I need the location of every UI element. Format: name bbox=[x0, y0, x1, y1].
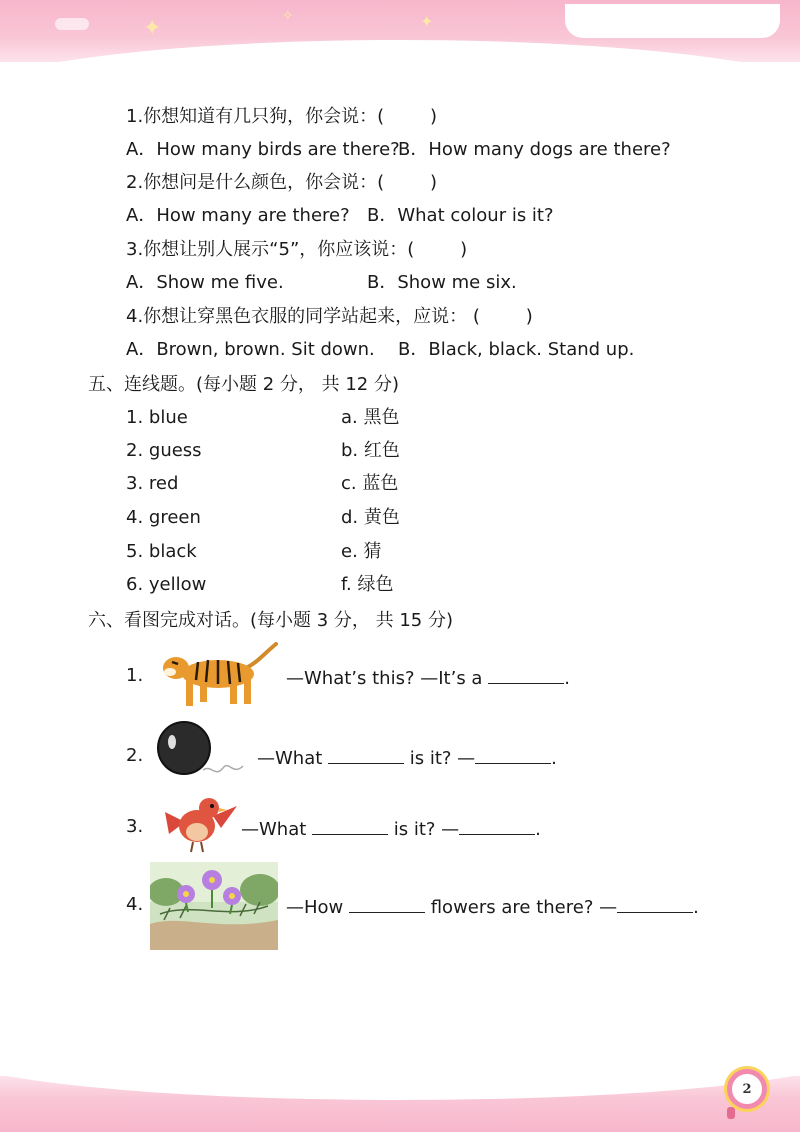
q2-option-b: B．What colour is it? bbox=[367, 205, 554, 226]
dialogue-text: . bbox=[551, 748, 557, 769]
q2-option-a: A．How many are there? bbox=[126, 205, 350, 226]
dialogue-number: 4. bbox=[126, 894, 144, 915]
dialogue-text: . bbox=[564, 668, 570, 689]
dialogue-text: is it? — bbox=[404, 748, 476, 769]
page-number: 2 bbox=[727, 1069, 767, 1109]
flowers-image bbox=[150, 862, 278, 950]
match-right-item: c. 蓝色 bbox=[341, 473, 399, 494]
answer-blank[interactable] bbox=[459, 816, 535, 835]
dialogue-number: 2. bbox=[126, 745, 144, 766]
red-bird-image bbox=[155, 792, 239, 856]
question-2: 2.你想问是什么颜色，你会说：( ) bbox=[126, 172, 437, 193]
answer-blank[interactable] bbox=[475, 745, 551, 764]
match-right-item: a. 黑色 bbox=[341, 407, 400, 428]
q3-option-a: A．Show me five. bbox=[126, 272, 284, 293]
match-left-item: 6. yellow bbox=[126, 574, 207, 595]
match-left-item: 1. blue bbox=[126, 407, 188, 428]
match-left-item: 5. black bbox=[126, 541, 197, 562]
dialogue-title: 六、看图完成对话。(每小题 3 分， 共 15 分) bbox=[88, 610, 454, 631]
q1-option-b: B．How many dogs are there? bbox=[398, 139, 671, 160]
match-left-item: 3. red bbox=[126, 473, 179, 494]
match-left-item: 4. green bbox=[126, 507, 201, 528]
star-decoration: ✦ bbox=[143, 16, 162, 41]
dialogue-1-line bbox=[286, 665, 570, 690]
answer-blank[interactable] bbox=[312, 816, 388, 835]
q4-option-b: B．Black, black. Stand up. bbox=[398, 339, 635, 360]
black-ball-image bbox=[155, 720, 255, 784]
q3-option-b: B．Show me six. bbox=[367, 272, 517, 293]
question-3: 3.你想让别人展示“5”，你应该说：( ) bbox=[126, 239, 468, 260]
answer-blank[interactable] bbox=[328, 745, 404, 764]
tiger-image bbox=[158, 640, 284, 712]
star-decoration: ✦ bbox=[420, 12, 434, 31]
answer-blank[interactable] bbox=[617, 894, 693, 913]
q1-option-a: A．How many birds are there? bbox=[126, 139, 400, 160]
dialogue-4-line bbox=[286, 894, 699, 919]
dialogue-3-line bbox=[241, 816, 541, 841]
header-cloud-shape bbox=[565, 4, 780, 38]
answer-blank[interactable] bbox=[488, 665, 564, 684]
dialogue-2-line bbox=[257, 745, 557, 770]
dialogue-text: —What bbox=[241, 819, 313, 840]
match-left-item: 2. guess bbox=[126, 440, 202, 461]
match-right-item: b. 红色 bbox=[341, 440, 400, 461]
page-badge-stem bbox=[727, 1107, 735, 1119]
match-right-item: d. 黄色 bbox=[341, 507, 400, 528]
dialogue-text: . bbox=[535, 819, 541, 840]
dialogue-text: —How bbox=[286, 897, 349, 918]
dialogue-number: 1. bbox=[126, 665, 144, 686]
match-right-item: f. 绿色 bbox=[341, 574, 394, 595]
dialogue-text: —What’s this? —It’s a bbox=[286, 668, 489, 689]
answer-blank[interactable] bbox=[349, 894, 425, 913]
dialogue-text: flowers are there? — bbox=[425, 897, 618, 918]
question-4: 4.你想让穿黑色衣服的同学站起来，应说： ( ) bbox=[126, 306, 533, 327]
cloud-decoration bbox=[55, 18, 89, 30]
question-1: 1.你想知道有几只狗，你会说：( ) bbox=[126, 106, 437, 127]
match-right-item: e. 猜 bbox=[341, 541, 382, 562]
dialogue-text: . bbox=[693, 897, 699, 918]
q4-option-a: A．Brown, brown. Sit down. bbox=[126, 339, 375, 360]
dialogue-text: is it? — bbox=[388, 819, 460, 840]
star-decoration: ✧ bbox=[282, 8, 294, 24]
matching-title: 五、连线题。(每小题 2 分， 共 12 分) bbox=[88, 374, 400, 395]
dialogue-number: 3. bbox=[126, 816, 144, 837]
dialogue-text: —What bbox=[257, 748, 329, 769]
